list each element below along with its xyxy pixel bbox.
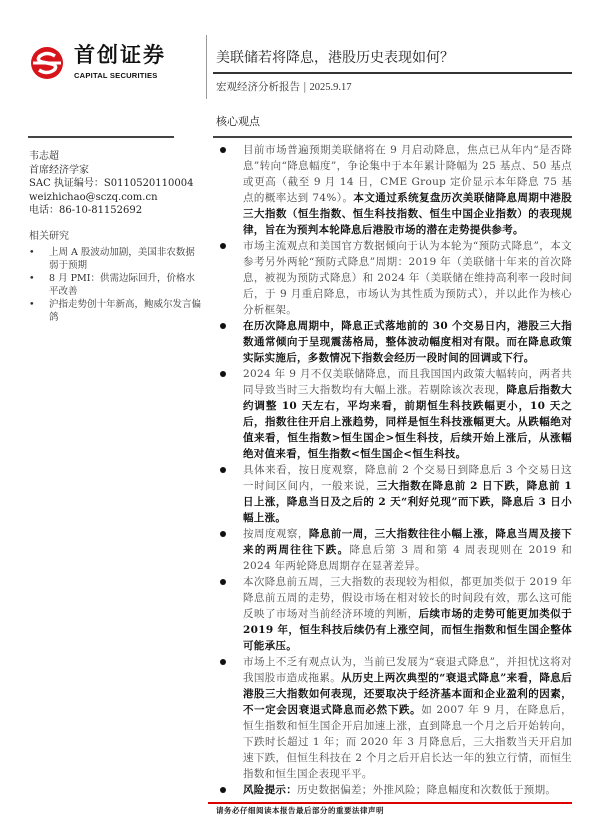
key-point-emphasis: 降息后指数大约调整 10 天左右，平均来看，前期恒生科技跌幅更小，10 天之后，指数往往开启上涨趋势，同样是恒生科技涨幅更大。从跌幅绝对值来看，恒生指数>恒生国企>恒生科技，后续开始上涨后，从涨幅绝对值来看，恒生指数<恒生国企<恒生科技。: [243, 384, 572, 460]
key-point: [220, 462, 572, 526]
key-point-emphasis: 后续市场的走势可能更加类似于 2019 年，恒生科技后续仍有上涨空间，而恒生指数和恒生国企整体可能承压。: [243, 608, 572, 652]
key-point: [220, 318, 572, 366]
key-point-text: 2024 年 9 月不仅美联储降息，而且我国国内政策大幅转向，两者共同导致当时三大指数均有大幅上涨。若剔除该次表现，: [243, 368, 572, 396]
related-item[interactable]: • 上周 A 股波动加剧，美国非农数据弱于预期: [29, 247, 204, 272]
key-point-emphasis: 三大指数在降息前 2 日下跌，降息前 1 日上涨，降息当日及之后的 2 天“利好兑现”而下跌，降息后 3 日小幅上涨。: [243, 480, 572, 524]
legal-notice: 请务必仔细阅读本报告最后部分的重要法律声明: [216, 806, 384, 815]
key-point: [220, 238, 572, 318]
key-point: [220, 782, 572, 798]
report-date: 2025.9.17: [309, 82, 352, 93]
author-sac: SAC 执证编号：S0110520110004: [29, 178, 194, 189]
logo-mark-icon: [30, 46, 64, 80]
key-point-emphasis: 风险提示：: [243, 784, 297, 796]
section-title: 核心观点: [216, 115, 260, 128]
logo-english-name: CAPITAL SECURITIES: [74, 71, 158, 80]
header-divider: [206, 35, 207, 99]
bullet-icon: [220, 787, 226, 793]
key-point-text: 如 2007 年 9 月，在降息后，恒生指数和恒生国企开启加速上涨，直到降息一个月之后开始转向，下跌时长超过 1 年；而 2020 年 3 月降息后，三大指数当天开启加速下跌，但恒生科技在 2 个月之后开启长达一年的独立行情，而恒生指数和恒生国企表现平平。: [243, 704, 572, 780]
right-column-rule: [213, 136, 572, 138]
author-email[interactable]: weizhichao@sczq.com.cn: [29, 191, 158, 203]
report-title: 美联储若将降息，港股历史表现如何？: [216, 50, 454, 66]
report-type: 宏观经济分析报告: [216, 81, 300, 93]
key-point-emphasis: 从历史上两次典型的“衰退式降息”来看，降息后港股三大指数如何表现，还要取决于经济基本面和企业盈利的因素，不一定会因衰退式降息而必然下跌。: [243, 672, 572, 716]
report-subtitle: [216, 80, 352, 95]
bullet-icon: [220, 659, 226, 665]
footer-divider: [208, 802, 572, 804]
bullet-icon: [220, 467, 226, 473]
related-item[interactable]: • 8 月 PMI：供需边际回升，价格水平改善: [29, 273, 204, 298]
key-point: [220, 366, 572, 462]
key-point-text: 市场上不乏有观点认为，当前已发展为“衰退式降息”，并担忧这将对我国股市造成拖累。: [243, 656, 572, 684]
related-item[interactable]: • 沪指走势创十年新高，鲍威尔发言偏鸽: [29, 299, 204, 324]
bullet-icon: [220, 531, 226, 537]
bullet-icon: [220, 371, 226, 377]
key-point-text: 目前市场普遍预期美联储将在 9 月启动降息，焦点已从年内“是否降息”转向“降息幅度”，争论集中于本年累计降幅为 25 基点、50 基点或更高（截至 9 月 14 日，CME Group 定价显示本年降息 75 基点的概率达到 74%）。: [243, 144, 572, 204]
bullet-icon: [220, 323, 226, 329]
key-point: [220, 526, 572, 574]
subtitle-separator: |: [303, 81, 307, 93]
author-info: [29, 150, 209, 218]
title-underline: [213, 72, 572, 74]
key-point-emphasis: 本文通过系统复盘历次美联储降息周期中港股三大指数（恒生指数、恒生科技指数、恒生中国企业指数）的表现规律，旨在为预判本轮降息后港股市场的潜在走势提供参考。: [243, 192, 573, 236]
related-research: [29, 230, 204, 325]
key-point-text: 具体来看，按日度观察，降息前 2 个交易日到降息后 3 个交易日这一时间区间内，一般来说，: [243, 464, 572, 492]
author-role: 首席经济学家: [29, 164, 89, 176]
left-column-rule: [28, 136, 174, 138]
bullet-icon: [220, 147, 226, 153]
author-name: 韦志超: [29, 151, 59, 162]
company-logo: [30, 42, 200, 84]
logo-chinese-name: 首创证券: [74, 43, 166, 67]
key-point-emphasis: 在历次降息周期中，降息正式落地前的 30 个交易日内，港股三大指数通常倾向于呈现震荡格局，整体波动幅度相对有限。而在降息政策实际实施后，多数情况下指数会经历一段时间的回调或下行。: [243, 320, 572, 364]
key-point-text: 本次降息前五周，三大指数的表现较为相似，都更加类似于 2019 年降息前五周的走势，假设市场在相对较长的时间段有效，那么这可能反映了市场对当前经济环境的判断，: [243, 576, 572, 620]
key-point-text: 按周度观察，: [243, 528, 309, 540]
related-heading: 相关研究: [29, 231, 69, 242]
key-point: [220, 142, 572, 238]
key-point: [220, 574, 572, 654]
key-point-text: 降息后第 3 周和第 4 周表现则在 2019 和 2024 年两轮降息周期存在显著差异。: [243, 544, 573, 572]
bullet-icon: [220, 243, 226, 249]
core-views-body: [220, 142, 572, 798]
key-point-emphasis: 降息前一周，三大指数往往小幅上涨，降息当周及接下来的两周往往下跌。: [243, 528, 572, 556]
bullet-icon: [220, 579, 226, 585]
key-point-text: 市场主流观点和美国官方数据倾向于认为本轮为“预防式降息”，本文参考另外两轮“预防式降息”周期：2019 年（美联储十年来的首次降息，被视为预防式降息）和 2024 年（美联储在维持高利率一段时间后，于 9 月重启降息，市场认为其性质为预防式），并以此作为核心分析框架。: [243, 240, 572, 316]
author-phone: 电话：86-10-81152692: [29, 205, 143, 216]
key-point-text: 历史数据偏差；外推风险；降息幅度和次数低于预期。: [297, 784, 557, 796]
key-point: [220, 654, 572, 782]
